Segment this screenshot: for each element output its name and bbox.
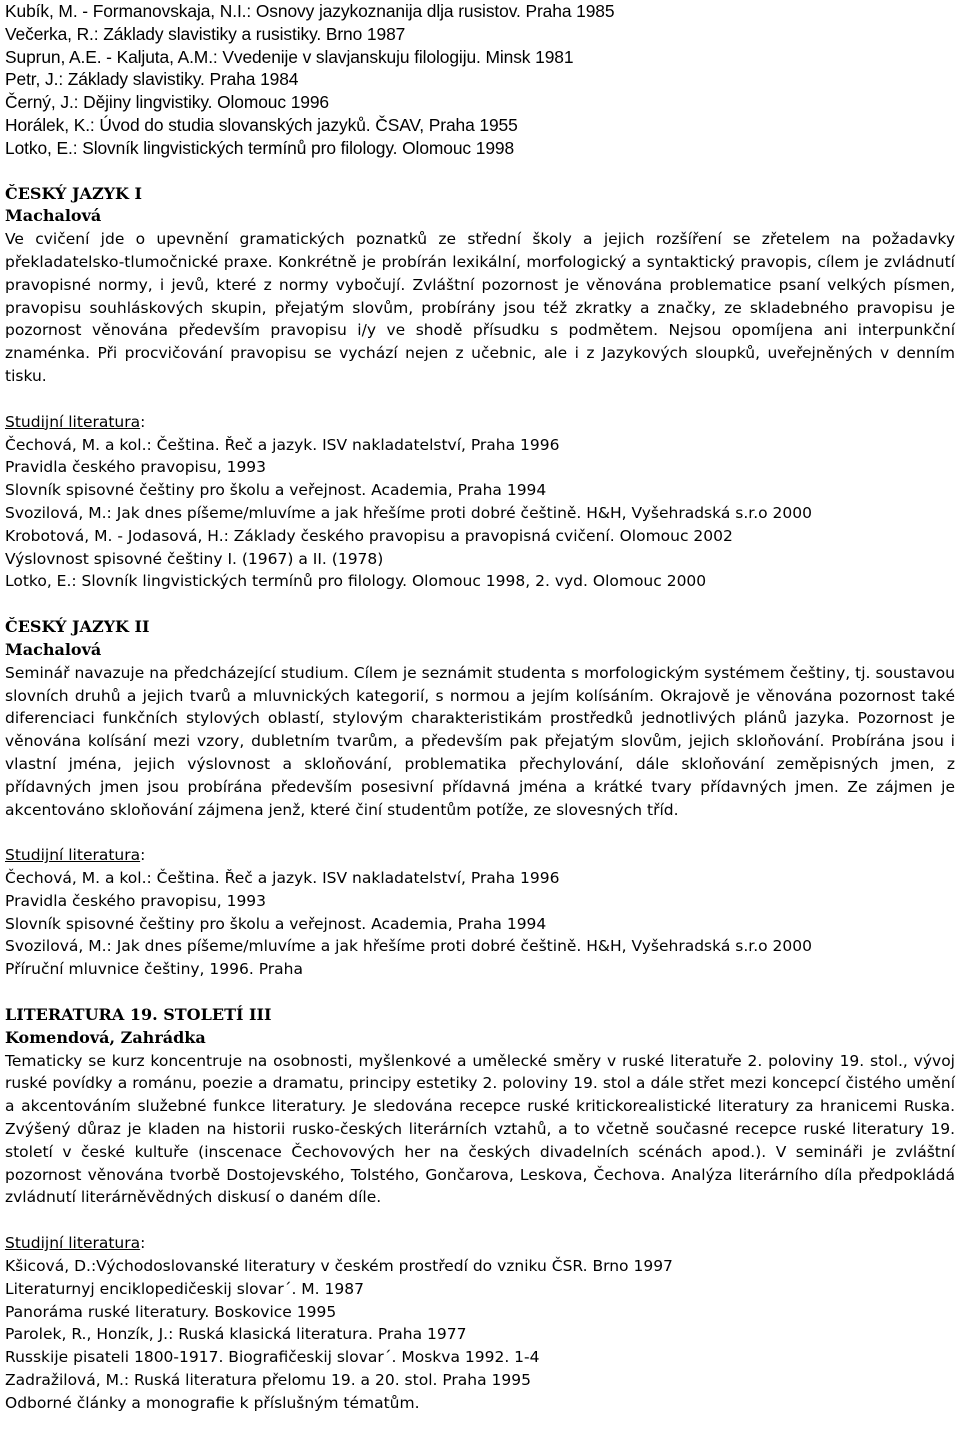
reference-item: Večerka, R.: Základy slavistiky a rusistiky. Brno 1987 <box>5 23 406 44</box>
literature-item: Výslovnost spisovné češtiny I. (1967) a II. (1978) <box>5 549 384 568</box>
reference-item: Horálek, K.: Úvod do studia slovanských jazyků. ČSAV, Praha 1955 <box>5 114 518 135</box>
literature-item: Parolek, R., Honzík, J.: Ruská klasická literatura. Praha 1977 <box>5 1325 467 1344</box>
literature-item: Russkije pisateli 1800-1917. Biografičeskij slovar´. Moskva 1992. 1-4 <box>5 1348 540 1367</box>
literature-item: Svozilová, M.: Jak dnes píšeme/mluvíme a jak hřešíme proti dobré češtině. H&H, Vyšehradská s.r.o 2000 <box>5 503 812 522</box>
course-title: LITERATURA 19. STOLETÍ III <box>5 1005 272 1025</box>
course-lecturer: Machalová <box>5 639 102 659</box>
literature-heading <box>5 1232 955 1255</box>
course-description: Tematicky se kurz koncentruje na osobnosti, myšlenkové a umělecké směry v ruské literatuře 2. poloviny 19. stol., vývoj ruské povídky a románu, poezie a dramatu, principy estetiky 2. poloviny 19. stol a dále střet mezi koncepcí čistého umění a akcentováním služebné funkce literatury. Je sledována recepce ruské kritickorealistické literatury za hranicemi Ruska. Zvýšený důraz je kladen na historii rusko-českých literárních vztahů, a to včetně současné recepce ruské literatury 19. století v české kultuře (inscenace Čechovových her na českých divadelních scénách apod.). V semináři je zvláštní pozornost věnována tvorbě Dostojevského, Tolstého, Gončarova, Leskova, Čechova. Analýza literárního díla předpokládá zvládnutí literárněvědných diskusí o daném díle. <box>5 1051 955 1207</box>
reference-item: Černý, J.: Dějiny lingvistiky. Olomouc 1996 <box>5 92 329 113</box>
course-title: ČESKÝ JAZYK II <box>5 617 150 637</box>
reference-item: Petr, J.: Základy slavistiky. Praha 1984 <box>5 69 299 90</box>
literature-label-colon: : <box>140 412 146 431</box>
literature-item: Kšicová, D.:Východoslovanské literatury v českém prostředí do vzniku ČSR. Brno 1997 <box>5 1257 673 1276</box>
literature-item: Slovník spisovné češtiny pro školu a veřejnost. Academia, Praha 1994 <box>5 481 547 500</box>
literature-heading <box>5 844 955 867</box>
reference-item: Lotko, E.: Slovník lingvistických termínů pro filology. Olomouc 1998 <box>5 137 515 158</box>
literature-item: Svozilová, M.: Jak dnes píšeme/mluvíme a jak hřešíme proti dobré češtině. H&H, Vyšehradská s.r.o 2000 <box>5 937 812 956</box>
literature-item: Pravidla českého pravopisu, 1993 <box>5 458 267 477</box>
literature-label-colon: : <box>140 1234 146 1253</box>
course-section-cesky-jazyk-2 <box>5 616 955 981</box>
literature-item: Panoráma ruské literatury. Boskovice 1995 <box>5 1302 337 1321</box>
reference-item: Kubík, M. - Formanovskaja, N.I.: Osnovy jazykoznanija dlja rusistov. Praha 1985 <box>5 1 615 21</box>
literature-item: Čechová, M. a kol.: Čeština. Řeč a jazyk. ISV nakladatelství, Praha 1996 <box>5 869 560 888</box>
literature-item: Lotko, E.: Slovník lingvistických termínů pro filology. Olomouc 1998, 2. vyd. Olomouc 2000 <box>5 572 707 591</box>
course-description: Ve cvičení jde o upevnění gramatických poznatků ze střední školy a jejich rozšíření se zřetelem na požadavky překladatelsko-tlumočnické praxe. Konkrétně je probírán lexikální, morfologický a syntaktický pravopis, cílem je zvládnutí pravopisné normy, i jevů, které z normy vybočují. Zvláštní pozornost je věnována problematice psaní velkých písmen, pravopisu souhláskových skupin, přejatým slovům, probírány jsou též zkratky a značky, ze skladebného pravopisu je pozornost věnována především pravopisu i/y ve shodě přísudku s podmětem. Nejsou opomíjena ani interpunkční znaménka. Při procvičování pravopisu se vychází nejen z učebnic, ale i z Jazykových sloupků, uveřejněných v denním tisku. <box>5 230 955 385</box>
literature-item: Slovník spisovné češtiny pro školu a veřejnost. Academia, Praha 1994 <box>5 914 547 933</box>
literature-label: Studijní literatura <box>5 412 141 431</box>
reference-item: Suprun, A.E. - Kaljuta, A.M.: Vvedenije v slavjanskuju filologiju. Minsk 1981 <box>5 46 574 67</box>
literature-item: Krobotová, M. - Jodasová, H.: Základy českého pravopisu a pravopisná cvičení. Olomouc 2002 <box>5 526 733 545</box>
literature-item: Odborné články a monografie k příslušným tématům. <box>5 1393 420 1412</box>
literature-item: Pravidla českého pravopisu, 1993 <box>5 891 267 910</box>
course-lecturer: Komendová, Zahrádka <box>5 1027 206 1047</box>
course-lecturer: Machalová <box>5 206 102 226</box>
literature-item: Čechová, M. a kol.: Čeština. Řeč a jazyk. ISV nakladatelství, Praha 1996 <box>5 435 560 454</box>
literature-item: Zadražilová, M.: Ruská literatura přelomu 19. a 20. stol. Praha 1995 <box>5 1371 531 1390</box>
top-reference-list <box>5 0 955 160</box>
course-title: ČESKÝ JAZYK I <box>5 183 142 203</box>
literature-item: Příruční mluvnice češtiny, 1996. Praha <box>5 960 303 979</box>
literature-heading <box>5 411 955 434</box>
course-section-cesky-jazyk-1 <box>5 183 955 594</box>
literature-label: Studijní literatura <box>5 1234 141 1253</box>
literature-label-colon: : <box>140 846 146 865</box>
course-section-literatura-19 <box>5 1004 955 1415</box>
literature-label: Studijní literatura <box>5 846 141 865</box>
course-description: Seminář navazuje na předcházející studium. Cílem je seznámit studenta s morfologickým systémem češtiny, tj. soustavou slovních druhů a jejich tvarů a mluvnických kategorií, s normou a jejím kolísáním. Okrajově je věnována pozornost také diferenciaci funkčních stylových oblastí, stylovým charakteristikám prostředků jednotlivých plánů jazyka. Pozornost je věnována kolísání mezi vzory, dubletním tvarům, a především pak přejatým slovům, jejich skloňování. Probírána jsou i vlastní jména, jejich výslovnost a skloňování, problematika přechylování, dále skloňování zeměpisných jmen, z přídavných jmen jsou probírána především posesivní přídavná jména a krátké tvary přídavných jmen. Ze zájmen je akcentováno skloňování zájmena jenž, které činí studentům potíže, ze slovesných tříd. <box>5 663 955 819</box>
literature-item: Literaturnyj enciklopedičeskij slovar´. M. 1987 <box>5 1279 364 1298</box>
